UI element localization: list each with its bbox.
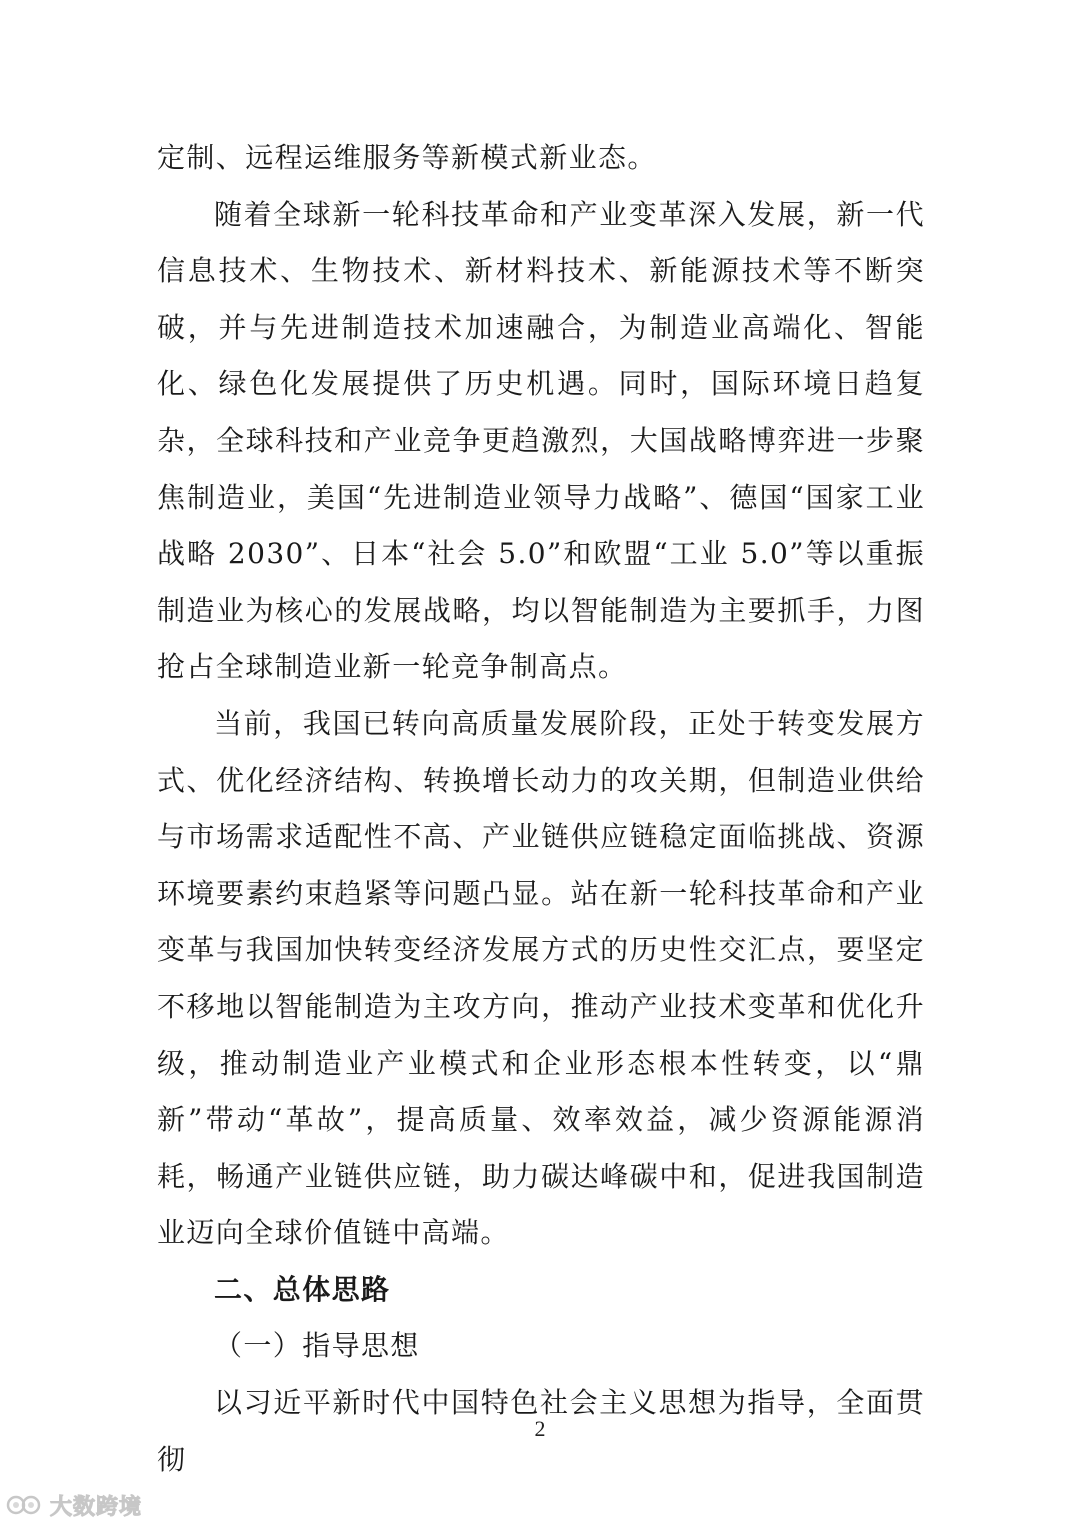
document-body: [157, 130, 925, 1488]
paragraph-domestic-context: 当前，我国已转向高质量发展阶段，正处于转变发展方式、优化经济结构、转换增长动力的攻关期，但制造业供给与市场需求适配性不高、产业链供应链稳定面临挑战、资源环境要素约束趋紧等问题凸显。站在新一轮科技革命和产业变革与我国加快转变经济发展方式的历史性交汇点，要坚定不移地以智能制造为主攻方向，推动产业技术变革和优化升级，推动制造业产业模式和企业形态根本性转变，以“鼎新”带动“革故”，提高质量、效率效益，减少资源能源消耗，畅通产业链供应链，助力碳达峰碳中和，促进我国制造业迈向全球价值链中高端。: [157, 706, 925, 1250]
paragraph-global-context: 随着全球新一轮科技革命和产业变革深入发展，新一代信息技术、生物技术、新材料技术、新能源技术等不断突破，并与先进制造技术加速融合，为制造业高端化、智能化、绿色化发展提供了历史机遇。同时，国际环境日趋复杂，全球科技和产业竞争更趋激烈，大国战略博弈进一步聚焦制造业，美国“先进制造业领导力战略”、德国“国家工业战略 2030”、日本“社会 5.0”和欧盟“工业 5.0”等以重振制造业为核心的发展战略，均以智能制造为主要抓手，力图抢占全球制造业新一轮竞争制高点。: [157, 197, 925, 684]
paragraph-guiding-ideology: 以习近平新时代中国特色社会主义思想为指导，全面贯彻: [157, 1386, 925, 1476]
watermark-text: 大数跨境: [50, 1494, 143, 1520]
watermark-logo-icon: [6, 1491, 46, 1519]
paragraph-continuation: 定制、远程运维服务等新模式新业态。: [157, 141, 657, 174]
section-heading: 二、总体思路: [214, 1272, 391, 1306]
page-number: 2: [534, 1416, 546, 1441]
watermark: [6, 1488, 142, 1522]
subsection-heading: （一）指导思想: [214, 1329, 420, 1363]
